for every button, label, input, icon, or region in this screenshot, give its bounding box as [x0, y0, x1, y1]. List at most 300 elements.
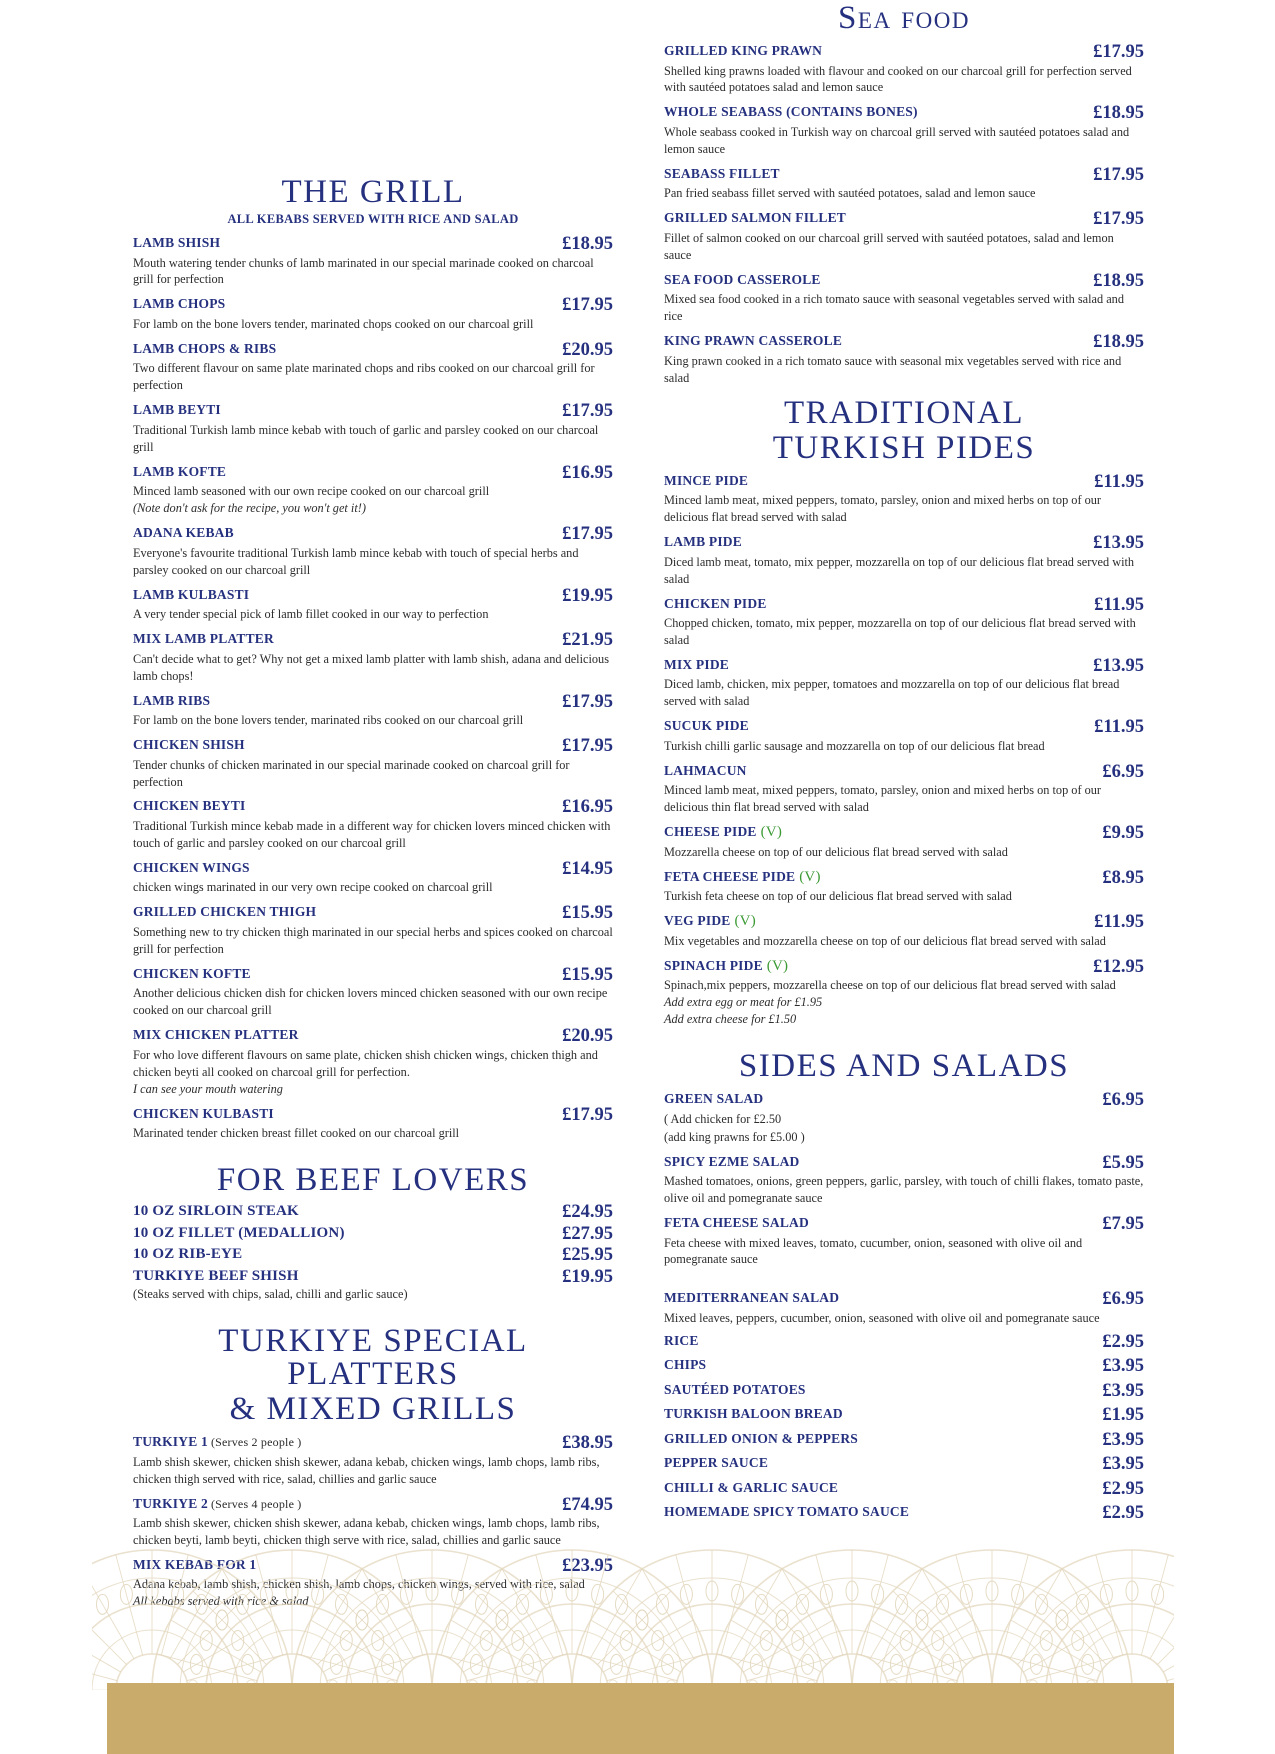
item-price: £17.95 [562, 401, 613, 422]
item-name [133, 1496, 302, 1512]
menu-item [664, 333, 1144, 386]
item-header [664, 104, 1144, 123]
item-description: chicken wings marinated in our very own recipe cooked on charcoal grill [133, 880, 493, 895]
item-price: £24.95 [562, 1202, 613, 1223]
menu-item [133, 341, 613, 394]
sides-simple-list [664, 1333, 1144, 1523]
item-price: £17.95 [562, 295, 613, 316]
item-name-text: 10 OZ SIRLOIN STEAK [133, 1203, 299, 1220]
beef-list [133, 1203, 613, 1286]
item-description: Mouth watering tender chunks of lamb marinated in our special marinade cooked on charcoal grill for perfection [133, 255, 594, 287]
pides-list [664, 473, 1144, 1028]
item-name [664, 43, 822, 59]
item-name [664, 1406, 843, 1422]
menu-item [133, 1203, 613, 1222]
item-price: £11.95 [1094, 594, 1144, 615]
item-name-text: SPICY EZME SALAD [664, 1153, 800, 1169]
menu-item [133, 1225, 613, 1244]
item-name-text: MIX CHICKEN PLATTER [133, 1027, 299, 1043]
item-name-text: LAMB CHOPS [133, 296, 226, 312]
item-name [133, 1106, 274, 1122]
item-header [133, 235, 613, 254]
item-name-text: FETA CHEESE PIDE [664, 868, 796, 884]
menu-item [664, 1480, 1144, 1499]
item-price: £38.95 [562, 1433, 613, 1454]
item-name-text: CHICKEN SHISH [133, 737, 245, 753]
item-price: £17.95 [562, 736, 613, 757]
item-price: £3.95 [1102, 1454, 1144, 1475]
item-description: A very tender special pick of lamb fillet cooked in our way to perfection [133, 607, 489, 622]
item-price: £7.95 [1102, 1214, 1144, 1234]
item-header [664, 1215, 1144, 1234]
item-price: £11.95 [1094, 717, 1144, 738]
item-option: (add king prawns for £5.00 ) [664, 1129, 805, 1144]
item-price: £11.95 [1094, 912, 1144, 933]
item-header [133, 860, 613, 879]
item-name [664, 1290, 839, 1306]
item-price: £19.95 [562, 1266, 613, 1287]
menu-item [664, 1382, 1144, 1401]
item-header [664, 333, 1144, 352]
item-name [133, 904, 316, 920]
item-name [664, 763, 747, 779]
item-name [133, 296, 225, 312]
item-description: For lamb on the bone lovers tender, marinated ribs cooked on our charcoal grill [133, 713, 524, 728]
item-price: £8.95 [1102, 867, 1144, 888]
item-serves: (Serves 4 people ) [210, 1496, 302, 1511]
item-description: Lamb shish skewer, chicken shish skewer, adana kebab, chicken wings, lamb chops, lamb ribs, chicken thigh served with rice, salad, chillies and garlic sauce [133, 1454, 600, 1486]
menu-item [133, 1434, 613, 1487]
menu-item [133, 1268, 613, 1287]
item-price: £14.95 [562, 858, 613, 879]
item-name-text: GRILLED ONION & PEPPERS [664, 1430, 858, 1446]
item-header [664, 869, 1144, 888]
sides-list [664, 1154, 1144, 1327]
item-header [133, 1027, 613, 1046]
item-description: For who love different flavours on same plate, chicken shish chicken wings, chicken thigh and chicken beyti all cooked on charcoal grill for perfection. [133, 1047, 598, 1079]
item-description: Traditional Turkish mince kebab made in a different way for chicken lovers minced chicken with touch of garlic and parsley cooked on our charcoal grill [133, 818, 611, 850]
menu-item [664, 473, 1144, 526]
item-price: £17.95 [562, 524, 613, 545]
item-price: £17.95 [1093, 42, 1144, 62]
item-price: £3.95 [1102, 1380, 1144, 1401]
item-header [133, 1268, 613, 1287]
item-header [664, 1431, 1144, 1450]
item-description: Minced lamb meat, mixed peppers, tomato, parsley, onion and mixed herbs on top of our delicious flat bread served with salad [664, 493, 1102, 525]
item-header [664, 534, 1144, 553]
item-name [664, 1333, 699, 1349]
item-name [664, 104, 918, 120]
menu-item [664, 718, 1144, 754]
mandala-motif [432, 1550, 712, 1690]
item-price: £5.95 [1102, 1152, 1144, 1173]
item-description: Adana kebab, lamb shish, chicken shish, lamb chops, chicken wings, served with rice, salad [133, 1577, 585, 1592]
item-name [664, 272, 821, 288]
item-header [664, 1382, 1144, 1401]
menu-item [133, 693, 613, 729]
item-name-text: LAMB SHISH [133, 235, 221, 250]
item-price: £13.95 [1093, 533, 1144, 554]
item-price: £2.95 [1102, 1503, 1144, 1524]
menu-item [664, 210, 1144, 263]
menu-item [664, 1406, 1144, 1425]
menu-item [133, 402, 613, 455]
item-header [664, 1154, 1144, 1173]
item-header [664, 824, 1144, 843]
mandala-motif [712, 1550, 992, 1690]
item-name-text: LAMB CHOPS & RIBS [133, 340, 277, 356]
item-name-text: CHICKEN KOFTE [133, 965, 251, 981]
item-price: £20.95 [562, 1026, 613, 1047]
item-header [133, 1434, 613, 1453]
item-name-text: HOMEMADE SPICY TOMATO SAUCE [664, 1504, 910, 1520]
item-description: Everyone's favourite traditional Turkish lamb mince kebab with touch of special herbs and parsley cooked on our charcoal grill [133, 545, 579, 577]
menu-item [133, 860, 613, 896]
item-price: £12.95 [1093, 956, 1144, 977]
item-name [133, 1268, 299, 1285]
item-header [133, 631, 613, 650]
mandala-motif [992, 1550, 1174, 1690]
item-header [664, 1504, 1144, 1523]
vegetarian-badge: (V) [760, 824, 783, 841]
item-name-text: LAMB KULBASTI [133, 586, 250, 602]
item-name-text: SEABASS FILLET [664, 165, 780, 181]
item-description: Fillet of salmon cooked on our charcoal grill served with sautéed potatoes, salad and lemon sauce [664, 230, 1114, 262]
item-name [133, 1434, 302, 1450]
item-name [664, 869, 821, 886]
item-price: £2.95 [1102, 1331, 1144, 1352]
item-name [664, 1480, 838, 1496]
menu-item [133, 631, 613, 684]
item-header [133, 798, 613, 817]
mandala-motif [572, 1550, 852, 1690]
mandala-ornament-graphic [92, 1540, 1174, 1690]
item-name [664, 718, 749, 734]
item-name [664, 333, 842, 349]
item-header [133, 1246, 613, 1265]
grill-title: THE GRILL [281, 174, 465, 210]
item-header [664, 1333, 1144, 1352]
item-description: Diced lamb, chicken, mix pepper, tomatoes and mozzarella on top of our delicious flat bread served with salad [664, 677, 1120, 709]
item-description: Minced lamb seasoned with our own recipe cooked on our charcoal grill [133, 484, 490, 499]
item-price: £15.95 [562, 903, 613, 924]
item-name [664, 596, 767, 612]
item-name [133, 966, 251, 982]
grill-subtitle: ALL KEBABS SERVED WITH RICE AND SALAD [227, 212, 519, 226]
item-name-text: GRILLED CHICKEN THIGH [133, 904, 317, 920]
item-name [133, 798, 246, 814]
item-price: £20.95 [562, 339, 613, 360]
vegetarian-badge: (V) [766, 957, 789, 974]
item-header [664, 913, 1144, 932]
menu-item [664, 824, 1144, 860]
item-name-text: CHIPS [664, 1357, 707, 1373]
menu-item [664, 657, 1144, 710]
menu-item [664, 1504, 1144, 1523]
item-header [133, 525, 613, 544]
item-price: £6.95 [1102, 1289, 1144, 1310]
item-name-text: TURKIYE 2 [133, 1495, 208, 1511]
item-header [664, 1290, 1144, 1309]
item-note: I can see your mouth watering [133, 1081, 283, 1096]
item-name-text: CHICKEN PIDE [664, 595, 767, 611]
item-description: Feta cheese with mixed leaves, tomato, cucumber, onion, seasoned with olive oil and pomegranate sauce [664, 1235, 1083, 1267]
item-option: ( Add chicken for £2.50 [664, 1111, 782, 1126]
pides-title-line2: TURKISH PIDES [772, 429, 1036, 466]
item-description: Shelled king prawns loaded with flavour and cooked on our charcoal grill for perfection served with sautéed potatoes salad and lemon sauce [664, 63, 1132, 95]
item-price: £17.95 [1093, 209, 1144, 230]
item-name [664, 473, 748, 489]
item-price: £18.95 [1093, 270, 1144, 291]
platters-title-line2: & MIXED GRILLS [229, 1391, 517, 1428]
item-name [664, 1215, 809, 1231]
item-header [133, 587, 613, 606]
item-name [664, 958, 788, 975]
mandala-ornament [92, 1540, 1174, 1690]
item-header [664, 210, 1144, 229]
item-price: £18.95 [1093, 332, 1144, 353]
item-name [133, 341, 276, 357]
item-name [133, 402, 221, 418]
item-name [664, 1504, 909, 1520]
item-name [664, 913, 756, 930]
item-header [664, 473, 1144, 492]
item-name-text: 10 OZ FILLET (MEDALLION) [133, 1224, 345, 1241]
item-price: £18.95 [562, 234, 613, 254]
item-name-text: TURKIYE 1 [133, 1434, 208, 1450]
item-name [133, 1203, 299, 1220]
item-header [133, 1225, 613, 1244]
item-header [664, 596, 1144, 615]
item-name [133, 1027, 299, 1043]
item-name-text: LAMB RIBS [133, 692, 211, 708]
item-name-text: ADANA KEBAB [133, 525, 234, 541]
menu-item [664, 534, 1144, 587]
item-name [664, 210, 846, 226]
item-name [664, 1154, 799, 1170]
item-name-text: GRILLED KING PRAWN [664, 43, 823, 58]
menu-item [664, 1431, 1144, 1450]
item-description: Something new to try chicken thigh marinated in our special herbs and spices cooked on charcoal grill for perfection [133, 924, 613, 956]
item-description: Tender chunks of chicken marinated in our special marinade cooked on charcoal grill for perfection [133, 757, 570, 789]
seafood-title: Sea food [838, 0, 970, 36]
item-price: £17.95 [562, 691, 613, 712]
menu-item [664, 913, 1144, 949]
item-price: £11.95 [1094, 471, 1144, 492]
item-price: £19.95 [562, 585, 613, 606]
vegetarian-badge: (V) [734, 913, 756, 930]
menu-item [664, 1333, 1144, 1352]
beef-title: FOR BEEF LOVERS [216, 1162, 530, 1199]
menu-item [133, 798, 613, 851]
item-name-text: RICE [664, 1332, 699, 1348]
item-name-text: SUCUK PIDE [664, 718, 749, 734]
menu-item [664, 958, 1144, 1028]
item-header [133, 1203, 613, 1222]
menu-item-green-salad [664, 1091, 1144, 1145]
item-description: Can't decide what to get? Why not get a mixed lamb platter with lamb shish, adana and delicious lamb chops! [133, 651, 609, 683]
item-name [133, 1246, 242, 1263]
menu-item [133, 464, 613, 517]
menu-item [664, 869, 1144, 905]
item-name-text: VEG PIDE [664, 913, 731, 929]
item-description: Two different flavour on same plate marinated chops and ribs cooked on our charcoal grill for perfection [133, 361, 595, 393]
item-name-text: MIX PIDE [664, 656, 729, 672]
item-description: Mozzarella cheese on top of our delicious flat bread served with salad [664, 844, 1008, 859]
item-price: £6.95 [1102, 761, 1144, 782]
item-name-text: MINCE PIDE [664, 472, 749, 488]
item-header [664, 763, 1144, 782]
menu-item [133, 587, 613, 623]
item-price: £9.95 [1102, 823, 1144, 844]
item-name [664, 166, 780, 182]
item-name-text: MIX LAMB PLATTER [133, 631, 274, 647]
item-price: £2.95 [1102, 1478, 1144, 1499]
item-price: £16.95 [562, 462, 613, 483]
item-header [133, 966, 613, 985]
item-header [664, 958, 1144, 977]
item-name [664, 824, 782, 841]
item-name-text: LAMB PIDE [664, 534, 742, 550]
item-name-text: MIX KEBAB FOR 1 [133, 1556, 257, 1572]
item-description: Diced lamb meat, tomato, mix pepper, mozzarella on top of our delicious flat bread served with salad [664, 554, 1135, 586]
item-header [664, 1406, 1144, 1425]
item-note: (Note don't ask for the recipe, you won't get it!) [133, 501, 366, 516]
item-header [133, 693, 613, 712]
item-name-text: PEPPER SAUCE [664, 1455, 769, 1471]
item-description: Mix vegetables and mozzarella cheese on top of our delicious flat bread served with salad [664, 933, 1106, 948]
menu-item [133, 1246, 613, 1265]
item-name-text: SEA FOOD CASSEROLE [664, 271, 821, 287]
item-description: Mixed sea food cooked in a rich tomato sauce with seasonal vegetables served with salad and rice [664, 292, 1124, 324]
item-name [133, 587, 249, 603]
menu-item [664, 763, 1144, 816]
item-header [664, 166, 1144, 185]
item-price: £16.95 [562, 797, 613, 818]
item-price: £15.95 [562, 964, 613, 985]
item-name-text: CHICKEN KULBASTI [133, 1105, 274, 1121]
item-description: King prawn cooked in a rich tomato sauce with seasonal mix vegetables served with rice and salad [664, 353, 1122, 385]
item-price: £23.95 [562, 1555, 613, 1576]
mandala-motif [852, 1550, 1132, 1690]
sides-title: SIDES AND SALADS [738, 1048, 1070, 1085]
item-price: £6.95 [1102, 1090, 1144, 1111]
item-name [133, 693, 210, 709]
menu-item [664, 1357, 1144, 1376]
item-name [664, 1357, 706, 1373]
menu-item [664, 272, 1144, 325]
item-name [664, 1382, 806, 1398]
menu-item [133, 966, 613, 1019]
item-name-text: 10 OZ RIB-EYE [133, 1246, 243, 1263]
item-description: Whole seabass cooked in Turkish way on charcoal grill served with sautéed potatoes salad and lemon sauce [664, 124, 1130, 156]
mandala-motif [152, 1550, 432, 1690]
item-name-text: FETA CHEESE SALAD [664, 1215, 809, 1230]
item-header [133, 296, 613, 315]
menu-item [133, 235, 613, 288]
item-price: £17.95 [562, 1104, 613, 1125]
item-name-text: TURKISH BALOON BREAD [664, 1406, 843, 1422]
item-description: Mashed tomatoes, onions, green peppers, garlic, parsley, with touch of chilli flakes, tomato paste, olive oil and pomegranate sauce [664, 1174, 1144, 1206]
item-name [133, 860, 250, 876]
item-header [133, 1106, 613, 1125]
menu-item [664, 43, 1144, 96]
item-header [664, 1455, 1144, 1474]
item-price: £3.95 [1102, 1429, 1144, 1450]
item-description: Traditional Turkish lamb mince kebab with touch of garlic and parsley cooked on our charcoal grill [133, 422, 599, 454]
item-name-text: CHEESE PIDE [664, 824, 757, 840]
item-description: For lamb on the bone lovers tender, marinated chops cooked on our charcoal grill [133, 316, 534, 331]
platters-title-line1: TURKIYE SPECIAL PLATTERS [218, 1323, 528, 1393]
menu-item [664, 104, 1144, 157]
grill-list [133, 235, 613, 1142]
gold-footer-band [107, 1683, 1174, 1754]
menu-item [664, 596, 1144, 649]
item-description: Turkish feta cheese on top of our delicious flat bread served with salad [664, 889, 1012, 904]
item-price: £17.95 [1093, 164, 1144, 185]
item-name-text: LAHMACUN [664, 762, 747, 778]
item-serves: (Serves 2 people ) [210, 1435, 302, 1450]
item-header [133, 737, 613, 756]
vegetarian-badge: (V) [799, 868, 821, 885]
menu-item [133, 904, 613, 957]
item-name-text: LAMB BEYTI [133, 402, 221, 418]
item-name [664, 657, 729, 673]
item-name: GREEN SALAD [664, 1091, 764, 1107]
menu-item [664, 1215, 1144, 1268]
item-description: Mixed leaves, peppers, cucumber, onion, seasoned with olive oil and pomegranate sauce [664, 1310, 1100, 1325]
item-description: Another delicious chicken dish for chicken lovers minced chicken seasoned with our own recipe cooked on our charcoal grill [133, 986, 608, 1018]
item-description: Chopped chicken, tomato, mix pepper, mozzarella on top of our delicious flat bread served with salad [664, 616, 1136, 647]
menu-item [133, 296, 613, 332]
item-header [664, 272, 1144, 291]
item-price: £21.95 [562, 630, 613, 651]
item-header [133, 1496, 613, 1515]
item-header [133, 904, 613, 923]
item-name [664, 534, 742, 550]
item-header [133, 341, 613, 360]
menu-item [133, 525, 613, 578]
menu-item [664, 1455, 1144, 1474]
item-price: £27.95 [562, 1223, 613, 1244]
item-name [664, 1455, 768, 1471]
item-price: £1.95 [1102, 1405, 1144, 1426]
item-price: £25.95 [562, 1245, 613, 1266]
item-header [664, 43, 1144, 62]
item-description: Pan fried seabass fillet served with sautéed potatoes, salad and lemon sauce [664, 186, 1036, 201]
menu-item [664, 1154, 1144, 1207]
item-name-text: CHILLI & GARLIC SAUCE [664, 1479, 839, 1495]
item-name-text: GRILLED SALMON FILLET [664, 210, 846, 226]
item-description: Minced lamb meat, mixed peppers, tomato, parsley, onion and mixed herbs on top of our delicious thin flat bread served with salad [664, 783, 1102, 815]
item-note: All kebabs served with rice & salad [133, 1594, 309, 1609]
item-name-text: CHICKEN WINGS [133, 859, 250, 875]
right-column [664, 2, 1144, 1523]
item-name-text: CHICKEN BEYTI [133, 798, 246, 814]
menu-item [133, 1106, 613, 1142]
item-note: Add extra cheese for £1.50 [664, 1012, 797, 1027]
item-note: Add extra egg or meat for £1.95 [664, 995, 823, 1010]
item-name-text: WHOLE SEABASS (CONTAINS BONES) [664, 104, 918, 120]
mandala-motif [292, 1550, 572, 1690]
item-price: £18.95 [1093, 103, 1144, 124]
item-name-text: KING PRAWN CASSEROLE [664, 333, 843, 349]
beef-footnote: (Steaks served with chips, salad, chilli and garlic sauce) [133, 1287, 408, 1302]
item-description: Spinach,mix peppers, mozzarella cheese on top of our delicious flat bread served with salad [664, 978, 1116, 993]
item-name [133, 631, 274, 647]
item-name-text: SPINACH PIDE [664, 957, 763, 973]
item-price: £74.95 [562, 1494, 613, 1515]
